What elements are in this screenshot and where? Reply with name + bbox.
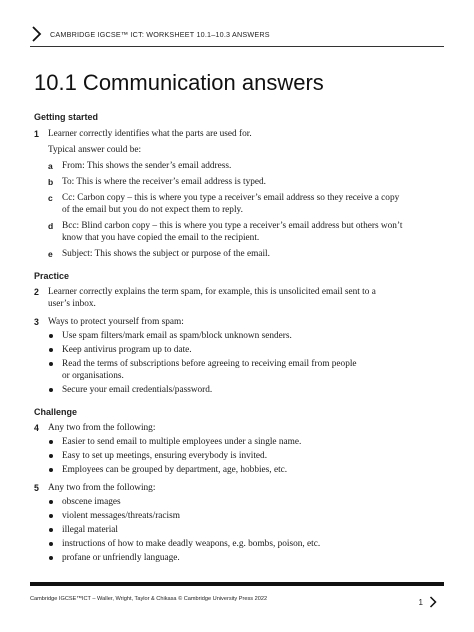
question-text: Any two from the following:	[48, 483, 156, 493]
question-text: Any two from the following:	[48, 423, 156, 433]
list-item-text: Employees can be grouped by department, age, hobbies, etc.	[62, 465, 288, 475]
answer-item-c	[48, 192, 444, 216]
answer-item-e	[48, 248, 444, 260]
list-item-text: Easier to send email to multiple employees under a single name.	[62, 437, 302, 447]
list-item	[48, 524, 444, 536]
list-item	[48, 464, 444, 476]
bullet-icon	[49, 334, 53, 338]
bullet-icon	[49, 362, 53, 366]
page-header	[30, 24, 450, 44]
document-body	[34, 112, 444, 564]
page-title: 10.1 Communication answers	[34, 70, 324, 95]
bullet-icon	[49, 348, 53, 352]
question-number: 3	[34, 317, 39, 327]
item-text: Subject: This shows the subject or purpose of the email.	[62, 249, 270, 259]
answer-item-b	[48, 176, 444, 188]
list-item-text: Secure your email credentials/password.	[62, 385, 213, 395]
bullet-icon	[49, 468, 53, 472]
question-5	[34, 482, 444, 564]
list-item	[48, 384, 444, 396]
list-item	[48, 330, 444, 342]
item-text: Cc: Carbon copy – this is where you type a receiver’s email address so they receive a copy	[62, 193, 400, 203]
question-2	[34, 286, 444, 310]
question-text: Ways to protect yourself from spam:	[48, 317, 184, 327]
section-heading-getting-started: Getting started	[34, 112, 99, 122]
item-letter: a	[48, 161, 53, 171]
chevron-right-icon	[30, 25, 44, 43]
header-divider	[30, 46, 444, 47]
bullet-icon	[49, 440, 53, 444]
list-item	[48, 436, 444, 448]
list-item	[48, 358, 444, 382]
page-number	[419, 595, 438, 609]
item-letter: c	[48, 193, 53, 203]
bullet-icon	[49, 556, 53, 560]
list-item-text: Use spam filters/mark email as spam/block unknown senders.	[62, 331, 292, 341]
question-text: Learner correctly identifies what the parts are used for.	[48, 129, 252, 139]
bullet-icon	[49, 542, 53, 546]
list-item	[48, 538, 444, 550]
bullet-icon	[49, 454, 53, 458]
question-1	[34, 128, 444, 260]
item-text: Bcc: Blind carbon copy – this is where you type a receiver’s email address but others won’t	[62, 221, 403, 231]
item-letter: d	[48, 221, 54, 231]
list-item-text: or organisations.	[62, 371, 124, 381]
page-number-text: 1	[418, 597, 423, 607]
list-item-text: Read the terms of subscriptions before agreeing to receiving email from people	[62, 359, 357, 369]
answer-item-d	[48, 220, 444, 244]
list-item	[48, 450, 444, 462]
list-item-text: profane or unfriendly language.	[62, 553, 180, 563]
footer-copyright: Cambridge IGCSE™ICT – Waller, Wright, Taylor & Chikasa © Cambridge University Press 2022	[30, 596, 268, 602]
list-item	[48, 510, 444, 522]
question-4	[34, 422, 444, 476]
question-intro: Typical answer could be:	[48, 145, 142, 155]
chevron-right-icon[interactable]	[428, 595, 438, 609]
list-item-text: obscene images	[62, 497, 121, 507]
list-item	[48, 344, 444, 356]
question-text: user’s inbox.	[48, 299, 96, 309]
bullet-icon	[49, 388, 53, 392]
header-text: CAMBRIDGE IGCSE™ ICT: WORKSHEET 10.1–10.3 ANSWERS	[50, 29, 270, 39]
list-item-text: Easy to set up meetings, ensuring everybody is invited.	[62, 451, 268, 461]
item-text: of the email but you do not expect them to reply.	[62, 205, 243, 215]
list-item-text: Keep antivirus program up to date.	[62, 345, 192, 355]
question-number: 2	[34, 287, 39, 297]
item-letter: b	[48, 177, 54, 187]
item-text: From: This shows the sender’s email address.	[62, 161, 232, 171]
bullet-icon	[49, 514, 53, 518]
list-item-text: instructions of how to make deadly weapons, e.g. bombs, poison, etc.	[62, 539, 321, 549]
question-text: Learner correctly explains the term spam, for example, this is unsolicited email sent to a	[48, 287, 376, 297]
footer-divider	[30, 582, 444, 586]
list-item-text: violent messages/threats/racism	[62, 511, 180, 521]
list-item-text: illegal material	[62, 525, 119, 535]
question-number: 4	[34, 423, 39, 433]
item-text: know that you have copied the email to the recipient.	[62, 233, 260, 243]
item-letter: e	[48, 249, 53, 259]
question-number: 5	[34, 483, 39, 493]
bullet-icon	[49, 528, 53, 532]
question-number: 1	[34, 129, 39, 139]
bullet-icon	[49, 500, 53, 504]
list-item	[48, 496, 444, 508]
section-heading-challenge: Challenge	[34, 407, 78, 417]
list-item	[48, 552, 444, 564]
item-text: To: This is where the receiver’s email address is typed.	[62, 177, 266, 187]
section-heading-practice: Practice	[34, 271, 70, 281]
question-3	[34, 316, 444, 396]
answer-item-a	[48, 160, 444, 172]
